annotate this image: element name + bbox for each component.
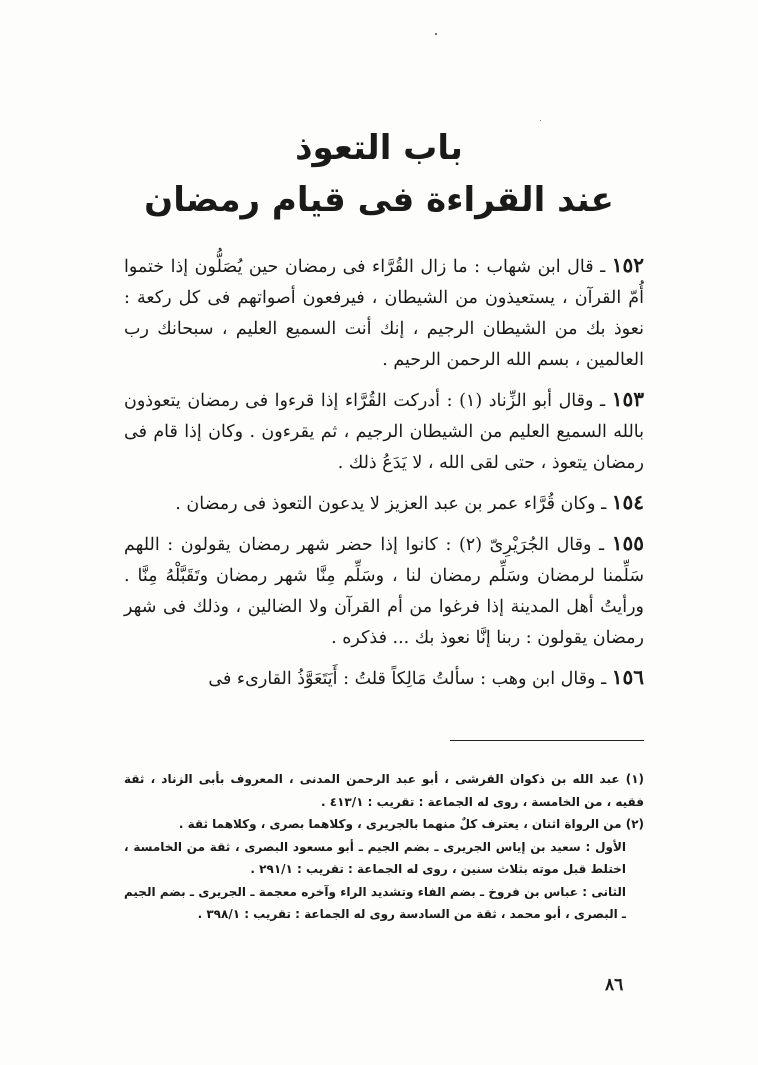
paragraph-text: ـ وقال أبو الزِّناد (١) : أدركت القُرَّاء إذا قرءوا فى رمضان يتعوذون بالله السميع العليم من الشيطان الرجيم ، ثم يقرءون . وكان إذا قام فى رمضان يتعوذ ، حتى لقى الله ، لا يَدَعُ ذلك .	[124, 391, 644, 473]
scan-speck	[540, 120, 541, 121]
footnote-2-first: الأول : سعيد بن إياس الجريرى ـ بضم الجيم ـ أبو مسعود البصرى ، ثقة من الخامسة ، اختلط قبل موته بثلاث سنين ، روى له الجماعة : تقريب : ٢٩١/١ .	[124, 839, 626, 876]
footnote-2-second: الثانى : عباس بن فروخ ـ بضم الفاء وتشديد الراء وآخره معجمة ـ الجريرى ـ بضم الجيم ـ البصرى ، أبو محمد ، ثقة من السادسة روى له الجماعة : تقريب : ٣٩٨/١ .	[124, 884, 626, 921]
paragraph-text: ـ وقال الجُرَيْرِىّ (٢) : كانوا إذا حضر شهر رمضان يقولون : اللهم سَلِّمنا لرمضان وسَلِّم رمضان لنا ، وسَلِّم مِنَّا شهر رمضان وتَقَبَّلْهُ مِنَّا . ورأيتُ أهل المدينة إذا فرغوا من أم القرآن ولا الضالين ، وذلك فى شهر رمضان يقولون : ربنا إنَّا نعوذ بك ... فذكره .	[124, 535, 644, 648]
paragraph-155	[124, 528, 644, 654]
footnote-2: (٢) من الرواة اثنان ، يعترف كلٌ منهما بالجريرى ، وكلاهما بصرى ، وكلاهما ثقة .	[178, 817, 644, 831]
paragraph-number: ١٥٤	[611, 490, 644, 514]
paragraph-153	[124, 384, 644, 479]
page-number: ٨٦	[605, 975, 624, 995]
paragraph-154	[124, 487, 644, 520]
footnote-1: (١) عبد الله بن ذكوان القرشى ، أبو عبد الرحمن المدنى ، المعروف بأبى الزناد ، ثقة فقيه ، من الخامسة ، روى له الجماعة : تقريب : ٤١٣/١ .	[124, 772, 644, 809]
chapter-title: باب التعوذ	[295, 128, 463, 168]
paragraph-text: ـ وقال ابن وهب : سألتُ مَالِكاً قلتُ : أَيَتَعَوَّذُ القارىء فى	[208, 669, 612, 689]
paragraph-text: ـ قال ابن شهاب : ما زال القُرَّاء فى رمضان حين يُصَلُّون إذا ختموا أُمّ القرآن ، يستعيذون من الشيطان ، فيرفعون أصواتهم فى كل ركعة : نعوذ بك من الشيطان الرجيم ، إنك أنت السميع العليم ، سبحانك رب العالمين ، بسم الله الرحمن الرحيم .	[124, 257, 644, 370]
footnote-divider	[450, 740, 644, 741]
scan-speck	[435, 33, 437, 35]
chapter-subtitle: عند القراءة فى قيام رمضان	[144, 180, 614, 220]
paragraph-number: ١٥٦	[611, 665, 644, 689]
paragraph-text: ـ وكان قُرَّاء عمر بن عبد العزيز لا يدعون التعوذ فى رمضان .	[175, 494, 612, 514]
paragraph-number: ١٥٢	[611, 253, 644, 277]
paragraph-number: ١٥٣	[611, 387, 644, 411]
main-text	[124, 250, 644, 695]
paragraph-number: ١٥٥	[611, 531, 644, 555]
paragraph-156	[124, 662, 644, 695]
paragraph-152	[124, 250, 644, 376]
footnotes	[124, 768, 644, 926]
